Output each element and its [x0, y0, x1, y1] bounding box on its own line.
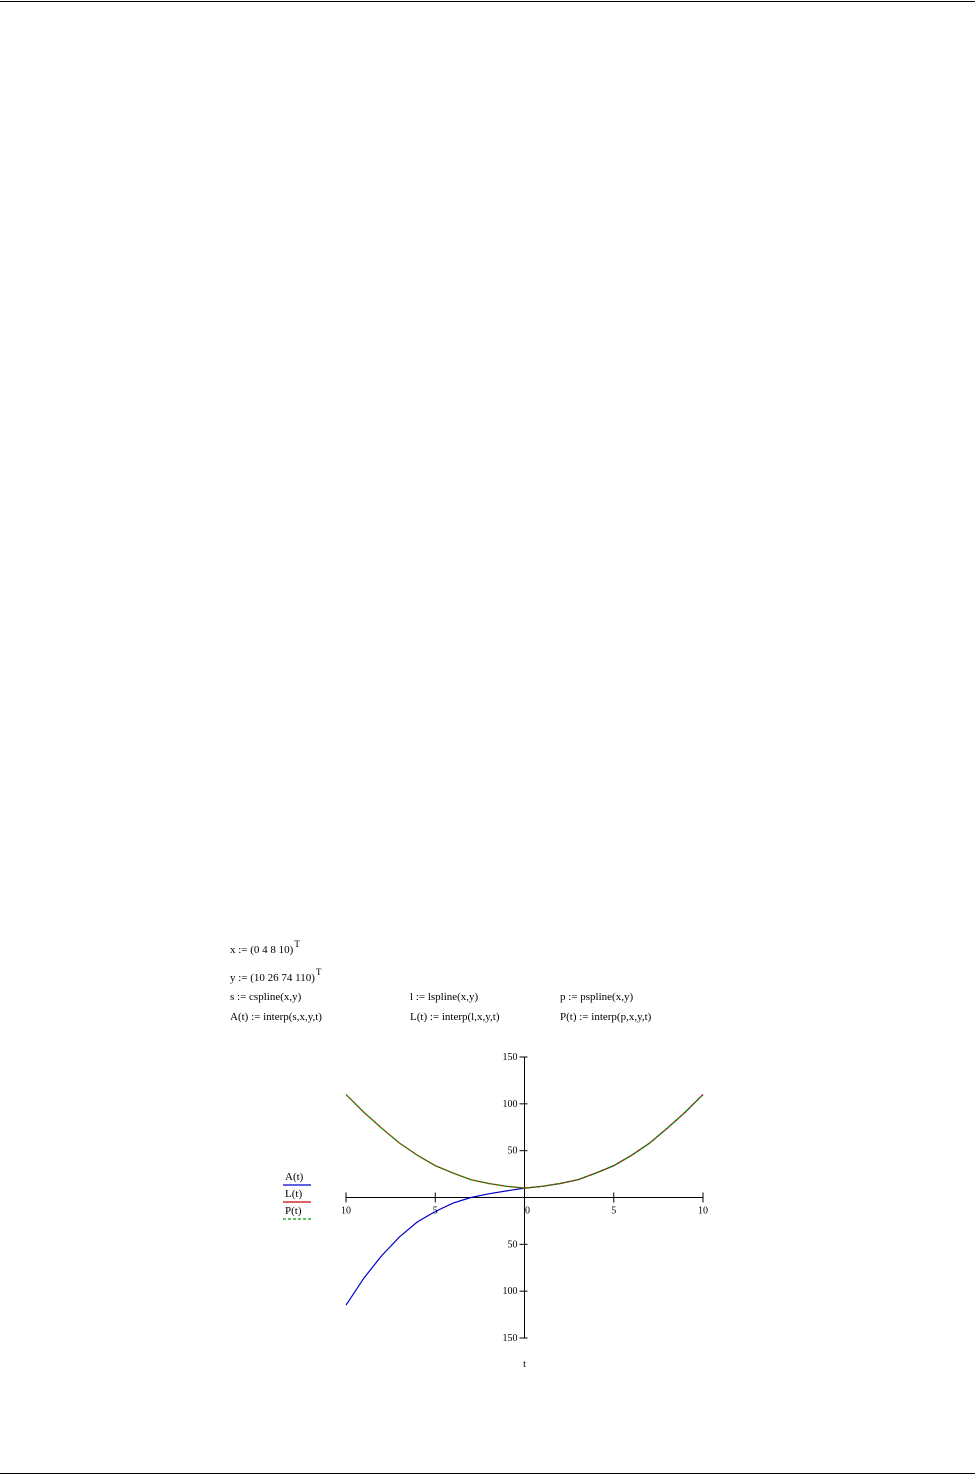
- x-tick-label: 10: [341, 1205, 351, 1217]
- P-definition: P(t) := interp(p,x,y,t): [560, 1011, 652, 1023]
- y-definition: y := (10 26 74 110)$^T$: [230, 967, 322, 984]
- footer-rule: [0, 1473, 975, 1474]
- l-definition: l := lspline(x,y): [410, 991, 479, 1003]
- x-axis-label: t: [523, 1359, 526, 1370]
- y-tick-label: 50: [507, 1145, 518, 1157]
- y-tick-label: 100: [502, 1286, 518, 1298]
- y-tick-label: 150: [502, 1333, 518, 1344]
- y-tick-label: 50: [507, 1239, 518, 1251]
- y-tick-label: 150: [502, 1052, 518, 1063]
- p-definition: p := pspline(x,y): [560, 991, 634, 1003]
- x-tick-label: 5: [611, 1205, 617, 1217]
- plot-axes: [341, 1052, 708, 1370]
- x-tick-label: 5: [432, 1205, 438, 1217]
- x-tick-label: 10: [698, 1205, 708, 1217]
- x-tick-label: 0: [525, 1205, 530, 1217]
- legend-label: L(t): [285, 1188, 303, 1200]
- L-definition: L(t) := interp(l,x,y,t): [410, 1011, 500, 1023]
- legend-label: A(t): [285, 1171, 304, 1183]
- x-definition: x := (0 4 8 10)$^T$: [230, 939, 300, 956]
- legend-label: P(t): [285, 1205, 302, 1217]
- A-definition: A(t) := interp(s,x,y,t): [230, 1011, 322, 1023]
- plot-legend: [283, 1171, 311, 1219]
- s-definition: s := cspline(x,y): [230, 991, 302, 1003]
- y-tick-label: 100: [502, 1098, 518, 1110]
